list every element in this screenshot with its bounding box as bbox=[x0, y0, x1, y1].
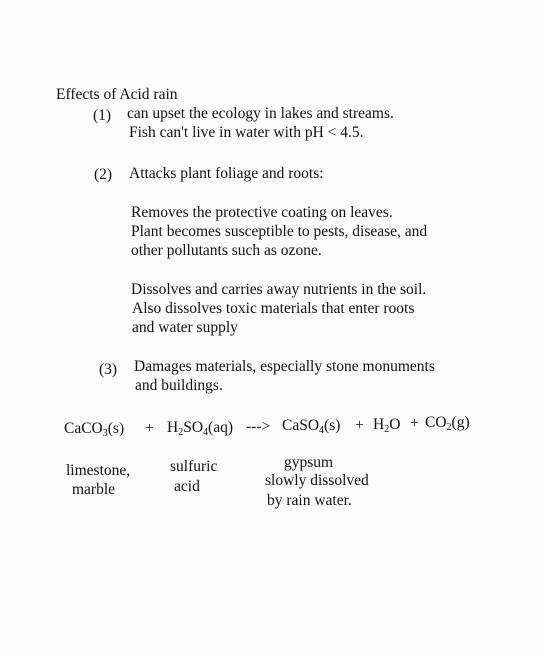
reaction-arrow: ---> bbox=[246, 418, 271, 435]
plus-sign-1: + bbox=[145, 420, 154, 437]
label-caso4-line-3: by rain water. bbox=[267, 492, 352, 509]
item-1-line-2: Fish can't live in water with pH < 4.5. bbox=[129, 124, 364, 141]
item-2-para-1-line-2: Plant becomes susceptible to pests, disease, and bbox=[131, 223, 428, 240]
product-caso4: CaSO$_4$(s) bbox=[282, 417, 341, 436]
label-caco3-line-2: marble bbox=[72, 481, 116, 498]
item-3-number: (3) bbox=[99, 361, 118, 378]
item-2-para-2-line-1: Dissolves and carries away nutrients in the soil. bbox=[131, 281, 427, 298]
item-2-para-2-line-2: Also dissolves toxic materials that enter roots bbox=[132, 300, 415, 317]
item-2-number: (2) bbox=[94, 166, 113, 183]
product-h2o: $H_2O$ bbox=[373, 416, 401, 435]
item-2-line-1: Attacks plant foliage and roots: bbox=[129, 165, 324, 182]
item-2-para-1-line-3: other pollutants such as ozone. bbox=[131, 242, 322, 259]
item-3-line-1: Damages materials, especially stone monuments bbox=[134, 358, 435, 375]
document-title: Effects of Acid rain bbox=[56, 86, 178, 103]
reactant-h2so4: $H_2SO_4(aq)$ bbox=[167, 419, 233, 438]
label-h2so4-line-2: acid bbox=[174, 478, 200, 495]
item-2-para-1-line-1: Removes the protective coating on leaves. bbox=[131, 204, 393, 221]
plus-sign-3: + bbox=[410, 415, 419, 432]
label-caco3-line-1: limestone, bbox=[66, 462, 131, 479]
product-co2: $CO_2(g)$ bbox=[425, 414, 470, 433]
item-1-number: (1) bbox=[93, 107, 112, 124]
label-caso4-line-2: slowly dissolved bbox=[265, 472, 369, 489]
label-caso4-line-1: gypsum bbox=[284, 454, 334, 471]
label-h2so4-line-1: sulfuric bbox=[170, 458, 218, 475]
reactant-caco3: CaCO$_3$(s) bbox=[64, 420, 125, 439]
plus-sign-2: + bbox=[355, 417, 364, 434]
item-3-line-2: and buildings. bbox=[135, 377, 223, 394]
item-1-line-1: can upset the ecology in lakes and streams. bbox=[127, 105, 394, 122]
item-2-para-2-line-3: and water supply bbox=[132, 319, 238, 336]
